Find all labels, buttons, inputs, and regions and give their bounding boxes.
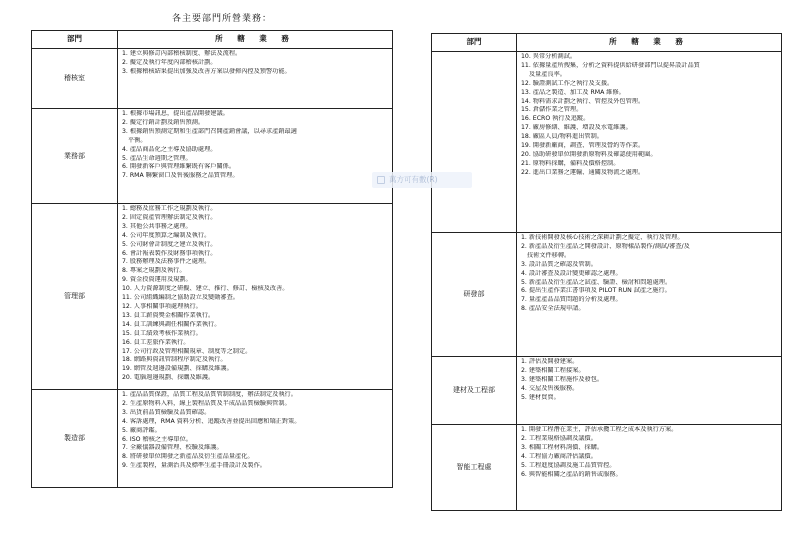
duty-list	[517, 52, 782, 233]
duty-list	[118, 49, 393, 109]
departments-table-right	[431, 33, 782, 511]
duty-item: 7. 全廠儀器設備管理、校驗及維護。	[122, 444, 223, 452]
header-duties: 所 轄 業 務	[517, 34, 782, 52]
duty-item: 7. RMA 聯繫窗口及售後服務之品質管理。	[122, 172, 239, 180]
watermark-text: 萬方可有數(R)	[389, 175, 438, 184]
table-row	[32, 49, 393, 109]
duty-item: 20. 協助研發單位開發新原物料及確認使用範圍。	[521, 150, 657, 158]
duty-item: 11. 公司組織編制之協助設立及變動審查。	[122, 294, 239, 302]
duty-item: 19. 網管及週邊設備規劃、採購及維護。	[122, 365, 233, 373]
duty-list	[517, 425, 782, 511]
watermark-logo-icon	[377, 176, 385, 184]
duty-item: 15. 員工績效考核作業執行。	[122, 329, 202, 337]
table-row	[432, 52, 782, 233]
duty-item: 4. 工程協力廠商評估議價。	[521, 452, 597, 460]
duty-item: 10. 人力資源制度之研擬、建立、推行、修訂、檢核及改善。	[122, 285, 289, 293]
duty-item: 2. 新產品及衍生產品之開發設計、原物樣品製作/測試/審查/及	[521, 242, 690, 250]
duty-list	[517, 233, 782, 357]
duty-item: 5. 建材買賣。	[521, 393, 560, 401]
duty-item: 3. 根據稽核結果提出加強及改善方案以發揮內控及預警功能。	[122, 67, 291, 75]
dept-name: 建材及工程部	[432, 357, 517, 425]
duty-item: 6. 會計報表製作及財務事項執行。	[122, 249, 217, 257]
duty-item: 11. 依據量產所搜集，分析之資料提供給研發部門以提昇設計品質	[521, 61, 700, 69]
duty-item: 1. 評估及開發建案。	[521, 358, 579, 365]
dept-name: 智能工程處	[432, 425, 517, 511]
duty-item: 5. 公司財會計制度之建立及執行。	[122, 240, 217, 248]
duty-item: 14. 物料需求計劃之執行、管控及外包管理。	[521, 97, 645, 105]
duty-item: 1. 開發工程潛在業主，評估承攬工程之成本及執行方案。	[521, 426, 678, 433]
duty-item: 13. 產品之製造、加工及 RMA 維修。	[521, 88, 625, 96]
duty-item: 13. 員工薪資獎金相關作業執行。	[122, 311, 215, 319]
duty-list	[118, 390, 393, 488]
duty-item: 4. 客訴處理，RMA 資料分析、追蹤改善並提出回應和矯正對策。	[122, 417, 301, 425]
duty-item: 1. 根據市場訊息，提出產品開發建議。	[122, 110, 229, 117]
duty-item: 16. 員工差旅作業執行。	[122, 338, 190, 346]
duty-item: 10. 異常分析測試。	[521, 53, 577, 60]
header-duties: 所 轄 業 務	[118, 31, 393, 49]
duty-item: 1. 產品品質保證，品質工程及品質管制制度，辦法制定及執行。	[122, 391, 297, 398]
duty-item: 技術文件移轉。	[521, 251, 571, 259]
duty-item: 1. 新技術開發及核心技術之深耕計劃之擬定、執行及管理。	[521, 234, 684, 241]
duty-item: 6. 開發新客戶與管理維繫既有客戶關係。	[122, 163, 236, 171]
duty-item: 8. 專案之規劃及執行。	[122, 267, 186, 275]
dept-name: 研發部	[432, 233, 517, 357]
duty-list	[118, 204, 393, 390]
departments-table-left	[31, 30, 393, 488]
duty-item: 4. 公司年度預算之編制及執行。	[122, 231, 211, 239]
table-row	[432, 425, 782, 511]
duty-item: 及量產良率。	[521, 70, 566, 78]
dept-name: 稽核室	[32, 49, 118, 109]
header-dept: 部門	[32, 31, 118, 49]
table-row	[32, 109, 393, 204]
duty-item: 5. 產品生命週期之管理。	[122, 154, 192, 162]
table-row	[432, 357, 782, 425]
duty-item: 21. 原物料採購，備料及價格控制。	[521, 159, 620, 167]
dept-name	[432, 52, 517, 233]
duty-item: 6. 提出生產作業江書事項及 PILOT RUN 試產之施行。	[521, 287, 671, 295]
duty-item: 19. 開發新廠商，調查、管理及營約等作業。	[521, 142, 645, 150]
dept-name: 管理部	[32, 204, 118, 390]
duty-item: 5. 新產品及衍生產品之試產、驗證、檢討和問題處理。	[521, 278, 672, 286]
duty-item: 2. 擬定行銷計劃及銷售預測。	[122, 118, 205, 126]
duty-item: 15. 倉儲作業之管理。	[521, 106, 583, 114]
duty-item: 1. 建立與修訂內部稽核制度、辦法及流程。	[122, 50, 242, 57]
duty-item: 16. ECRO 執行及追蹤。	[521, 115, 590, 123]
header-dept: 部門	[432, 34, 517, 52]
duty-item: 2. 固定資產管理辦法制定及執行。	[122, 213, 217, 221]
duty-item: 6. 與智能相關之產品的銷售或服務。	[521, 470, 622, 478]
duty-item: 14. 員工訓練與調任相關作業執行。	[122, 320, 221, 328]
duty-item: 3. 其他公共事務之處理。	[122, 222, 192, 230]
duty-item: 22. 進出口業務之運輸、通關及物流之處理。	[521, 168, 645, 176]
watermark	[372, 172, 472, 188]
duty-item: 9. 資金投資運用及規劃。	[122, 276, 192, 284]
duty-item: 17. 公司行政及管理相關規章、制度等之制定。	[122, 347, 252, 355]
duty-item: 2. 工程業規格協調及議價。	[521, 434, 597, 442]
duty-item: 1. 總務及庶務工作之規劃及執行。	[122, 205, 217, 212]
duty-item: 6. ISO 稽核之主導單位。	[122, 435, 192, 443]
duty-item: 20. 電腦週邊規劃、採購及維護。	[122, 374, 215, 382]
duty-item: 8. 將研發單位開發之新產品及衍生產品量產化。	[122, 453, 254, 461]
dept-name: 製造部	[32, 390, 118, 488]
table-row	[432, 233, 782, 357]
duty-item: 12. 驗證測試工作之執行及支援。	[521, 79, 614, 87]
duty-item: 3. 相關工程材料詢價、採購。	[521, 443, 604, 451]
duty-item: 3. 建築相關工程施作及發包。	[521, 375, 604, 383]
duty-list	[517, 357, 782, 425]
duty-item: 3. 設計品質之確認及管制。	[521, 260, 597, 268]
duty-item: 8. 產品安全法規申請。	[521, 305, 585, 313]
duty-item: 3. 出貨前品質檢驗及品質確認。	[122, 408, 211, 416]
table-header-row	[432, 34, 782, 52]
duty-item: 4. 產品商品化之主導及協助處理。	[122, 145, 217, 153]
table-row	[32, 204, 393, 390]
duty-item: 17. 廠房修繕、維護、增設及水電維護。	[521, 124, 632, 132]
duty-item: 7. 股務辦理及法務事件之處理。	[122, 258, 211, 266]
table-header-row	[32, 31, 393, 49]
duty-item: 5. 廠商評鑑。	[122, 426, 161, 434]
duty-item: 4. 交屋及售後服務。	[521, 384, 579, 392]
duty-item: 9. 生產製程，量測治具及標準生產手冊設計及製作。	[122, 462, 266, 470]
duty-item: 18. 網路與資訊管制程序制定及執行。	[122, 356, 227, 364]
duty-item: 2. 生產原物料入料，線上製程品質及半成品品質檢驗與管制。	[122, 399, 291, 407]
duty-item: 平衡。	[122, 136, 147, 144]
duty-item: 18. 廠區人員/物料進出管制。	[521, 133, 603, 141]
duty-item: 4. 設計審查及設計變更確認之處理。	[521, 269, 622, 277]
duty-item: 2. 擬定及執行年度內部稽核計劃。	[122, 58, 217, 66]
duty-list	[118, 109, 393, 204]
duty-item: 7. 量產產品品質問題的分析及處理。	[521, 296, 622, 304]
duty-item: 3. 根據銷售預測定期和生產部門召開產銷會議，以尋求產銷最適	[122, 127, 297, 135]
duty-item: 5. 工程進度協調及施工品質管控。	[521, 461, 616, 469]
duty-item: 2. 建築相關工程接案。	[521, 366, 585, 374]
dept-name: 業務部	[32, 109, 118, 204]
page-title: 各主要部門所營業務：	[172, 14, 273, 24]
duty-item: 12. 人事相關事項處理執行。	[122, 302, 202, 310]
table-row	[32, 390, 393, 488]
